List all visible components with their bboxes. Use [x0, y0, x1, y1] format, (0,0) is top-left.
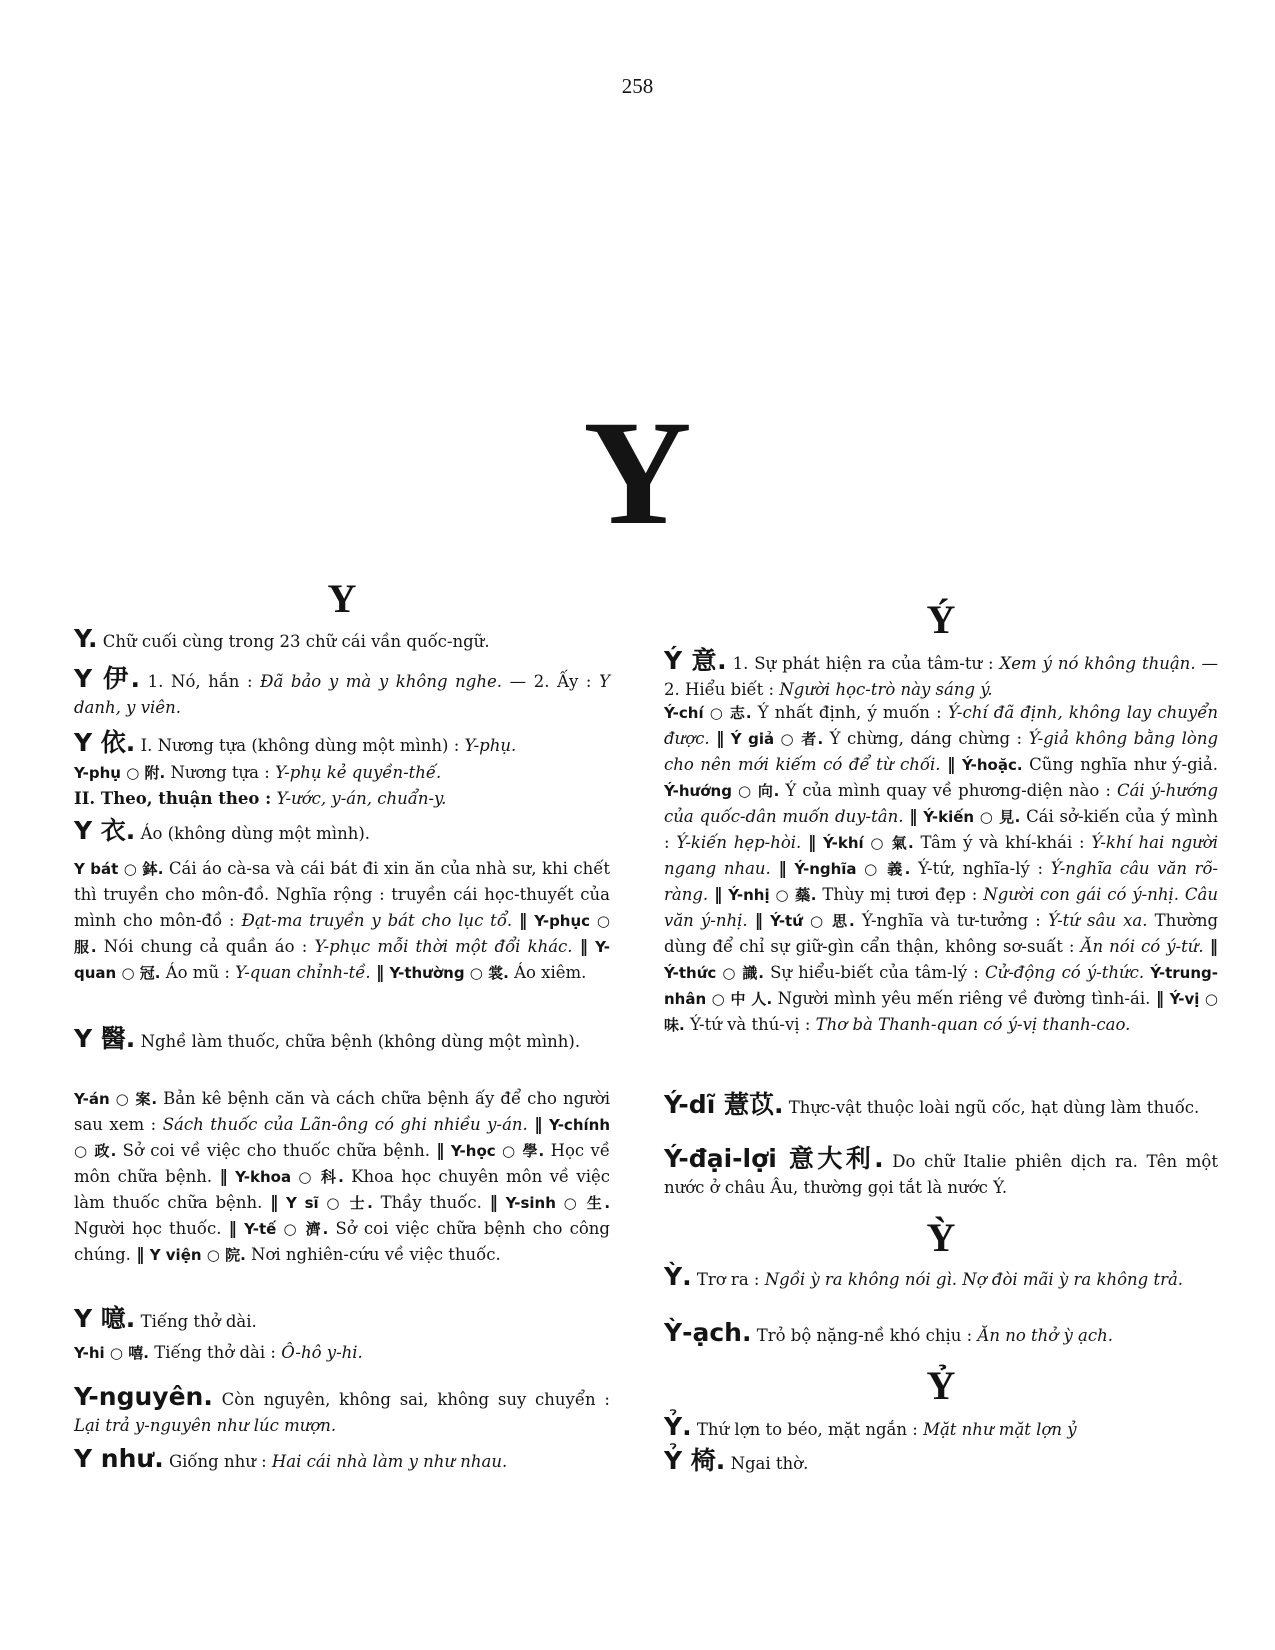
headword: Ý-hướng ○ 向.: [664, 782, 780, 800]
headword: Ý-tứ ○ 思.: [770, 912, 855, 930]
example: Ý-giả không bằng lòng cho nên mới kiếm có để từ chối.: [664, 729, 1219, 774]
example: Ý-kiến hẹp-hòi.: [676, 833, 802, 852]
example: Ý-tứ sâu xa.: [1048, 911, 1148, 930]
definition: Thực-vật thuộc loài ngũ cốc, hạt dùng làm thuốc.: [788, 1098, 1200, 1117]
definition: Tiếng thở dài :: [154, 1343, 276, 1362]
headword: Ý-trung-nhân ○ 中 人.: [664, 964, 1218, 1008]
definition: Thứ lợn to béo, mặt ngắn :: [696, 1420, 918, 1439]
page-number: 258: [621, 74, 654, 98]
example: Ô-hô y-hi.: [281, 1343, 363, 1362]
definition: Ý của mình quay về phương-diện nào :: [785, 781, 1111, 800]
headword: Ý-hoặc.: [961, 756, 1023, 774]
example: Ăn nói có ý-tứ.: [1080, 937, 1204, 956]
definition: Tiếng thở dài.: [140, 1312, 257, 1331]
example: Đạt-ma truyền y bát cho lục tổ.: [241, 911, 513, 930]
headword: Ý-kiến ○ 見.: [923, 808, 1021, 826]
example: Sách thuốc của Lãn-ông có ghi nhiều y-án.: [162, 1115, 528, 1134]
definition: Ý-tứ, nghĩa-lý :: [917, 859, 1044, 878]
entry-y-nhu: [74, 1446, 610, 1475]
definition: Sở coi việc chữa bệnh cho công chúng.: [74, 1219, 610, 1264]
definition: Nơi nghiên-cứu về việc thuốc.: [251, 1245, 501, 1264]
headword: Y-hi ○ 嘻.: [74, 1344, 149, 1362]
example: Đã bảo y mà y không nghe.: [260, 672, 502, 691]
entry-y-clothes: [74, 818, 610, 847]
headword: Y-thường ○ 裳.: [389, 964, 509, 982]
headword: Y-chính ○ 政.: [74, 1116, 610, 1160]
subentry-clothes-block: Y bát ○ 鉢. Cái áo cà-sa và cái bát đi xin ăn của nhà sư, khi chết thì truyền cho môn-đồ. Nghĩa rộng : truyền cái học-thuyết của mình cho môn-đồ : Đạt-ma truyền y bát cho lục tổ. ‖ Y-phục ○ 服. Nói chung cả quần áo : Y-phục mỗi thời một đổi khác. ‖ Y-quan ○ 冠. Áo mũ : Y-quan chỉnh-tề. ‖ Y-thường ○ 裳. Áo xiêm.: [74, 859, 611, 982]
headword: Ý-dĩ 薏苡.: [664, 1090, 784, 1119]
definition: Áo mũ :: [165, 963, 230, 982]
example: Ý-chí đã định, không lay chuyển được.: [664, 703, 1218, 748]
example: Y-phụ.: [464, 736, 517, 755]
headword: Y 衣.: [74, 816, 136, 845]
example: Y-phụ kẻ quyền-thế.: [275, 763, 442, 782]
definition: — 2. Ấy :: [509, 672, 592, 691]
headword: Ỷ.: [664, 1412, 692, 1441]
headword: Ý-chí ○ 志.: [664, 704, 752, 722]
headword: Y-án ○ 案.: [74, 1090, 158, 1108]
definition: Chữ cuối cùng trong 23 chữ cái vần quốc-ngữ.: [102, 632, 490, 651]
headword: Ý-vị ○ 味.: [664, 990, 1218, 1034]
definition: I. Nương tựa (không dùng một mình) :: [140, 736, 460, 755]
example: Thơ bà Thanh-quan có ý-vị thanh-cao.: [815, 1015, 1131, 1034]
example: Y danh, y viên.: [74, 672, 611, 717]
definition: Cái áo cà-sa và cái bát đi xin ăn của nhà sư, khi chết thì truyền cho môn-đồ. Nghĩa rộng : truyền cái học-thuyết của mình cho môn-đồ :: [74, 859, 610, 930]
definition: Nói chung cả quần áo :: [103, 937, 308, 956]
entry-y-medicine: [74, 1026, 610, 1055]
headword: Ý-nghĩa ○ 義.: [794, 860, 911, 878]
headword: Y-phụ ○ 附.: [74, 764, 166, 782]
example: Y-ước, y-án, chuẩn-y.: [276, 789, 447, 808]
headword: Y bát ○ 鉢.: [74, 860, 164, 878]
headword: Ý-thức ○ 識.: [664, 964, 764, 982]
headword: Y-học ○ 學.: [450, 1142, 545, 1160]
example: Ngồi ỳ ra không nói gì. Nợ đòi mãi ỳ ra không trả.: [764, 1270, 1184, 1289]
example: Y-quan chỉnh-tề.: [235, 963, 371, 982]
definition: II. Theo, thuận theo :: [74, 789, 272, 808]
headword: Ý-nhị ○ 蘂.: [728, 886, 817, 904]
entry-y-di: [664, 1092, 1218, 1121]
definition: Ý-tứ và thú-vị :: [689, 1015, 811, 1034]
definition: Trỏ bộ nặng-nề khó chịu :: [756, 1326, 973, 1345]
definition: 1. Sự phát hiện ra của tâm-tư :: [732, 654, 994, 673]
section-heading-y-hook: Ỷ: [926, 1363, 956, 1408]
entry-y-rely: [74, 730, 610, 759]
subentry-y-hi: [74, 1340, 610, 1366]
entry-y-sigh: [74, 1306, 610, 1335]
headword: Y như.: [74, 1444, 164, 1473]
example: Ý-nghĩa câu văn rõ-ràng.: [664, 859, 1218, 904]
entry-y-letter: [74, 626, 610, 655]
definition: Nương tựa :: [170, 763, 270, 782]
headword: Ý 意.: [664, 646, 727, 675]
definition: Ý-nghĩa và tư-tưởng :: [861, 911, 1041, 930]
entry-y-nguyen: [74, 1384, 610, 1439]
entry-y-hook-throne: [664, 1448, 1218, 1477]
headword: Y-khoa ○ 科.: [235, 1168, 344, 1186]
example: Ăn no thở ỳ ạch.: [977, 1326, 1113, 1345]
entry-y-y-nghi: [664, 648, 1218, 703]
example: Y-phục mỗi thời một đổi khác.: [314, 937, 573, 956]
headword: Y 依.: [74, 728, 136, 757]
definition: Sự hiểu-biết của tâm-lý :: [770, 963, 979, 982]
definition: Áo xiêm.: [514, 963, 587, 982]
headword: Y 醫.: [74, 1024, 136, 1053]
section-heading-y-acute: Ý: [926, 597, 956, 642]
headword: Y-quan ○ 冠.: [74, 938, 611, 982]
chapter-letter: Y: [583, 390, 692, 556]
headword: Y-tế ○ 濟.: [244, 1220, 329, 1238]
subentry-y-phu: [74, 760, 610, 786]
example: Cử-động có ý-thức.: [984, 963, 1145, 982]
definition: Học về môn chữa bệnh.: [74, 1141, 610, 1186]
headword: Ỳ-ạch.: [664, 1318, 752, 1347]
subentry-medicine-block: Y-án ○ 案. Bản kê bệnh căn và cách chữa bệnh ấy để cho người sau xem : Sách thuốc của Lãn-ông có ghi nhiều y-án. ‖ Y-chính ○ 政. Sở coi về việc cho thuốc chữa bệnh. ‖ Y-học ○ 學. Học về môn chữa bệnh. ‖ Y-khoa ○ 科. Khoa học chuyên môn về việc làm thuốc chữa bệnh. ‖ Y sĩ ○ 士. Thầy thuốc. ‖ Y-sinh ○ 生. Người học thuốc. ‖ Y-tế ○ 濟. Sở coi việc chữa bệnh cho công chúng. ‖ Y viện ○ 院. Nơi nghiên-cứu về việc thuốc.: [74, 1089, 611, 1264]
definition: Cái sở-kiến của ý mình :: [664, 807, 1219, 852]
entry-y-pronoun: [74, 666, 610, 721]
definition: Người mình yêu mến riêng về đường tình-ái.: [777, 989, 1151, 1008]
definition: Thường dùng để chỉ sự giữ-gìn cẩn thận, không sơ-suất :: [664, 911, 1219, 956]
definition: Sở coi về việc cho thuốc chữa bệnh.: [122, 1141, 430, 1160]
entry-y-ach: [664, 1320, 1218, 1349]
headword: Y sĩ ○ 士.: [286, 1194, 373, 1212]
headword: Y viện ○ 院.: [149, 1246, 246, 1264]
definition: Tâm ý và khí-khái :: [920, 833, 1085, 852]
subentry-y-theo: [74, 786, 610, 812]
entry-y-grave: [664, 1264, 1218, 1293]
headword: Y-phục ○ 服.: [74, 912, 611, 956]
example: Lại trả y-nguyên như lúc mượn.: [74, 1416, 337, 1435]
definition: Ngai thờ.: [730, 1454, 809, 1473]
headword: Y-sinh ○ 生.: [505, 1194, 611, 1212]
definition: Nghề làm thuốc, chữa bệnh (không dùng một mình).: [140, 1032, 581, 1051]
headword: Y-nguyên.: [74, 1382, 213, 1411]
definition: Trơ ra :: [696, 1270, 760, 1289]
entry-y-hook-pig: [664, 1414, 1218, 1443]
definition: Ý nhất định, ý muốn :: [757, 703, 942, 722]
entry-y-dai-loi: [664, 1146, 1218, 1201]
headword: Ý-khí ○ 氣.: [823, 834, 914, 852]
definition: Khoa học chuyên môn về việc làm thuốc chữa bệnh.: [74, 1167, 611, 1212]
definition: Thầy thuốc.: [380, 1193, 482, 1212]
subentry-y-y-block: Ý-chí ○ 志. Ý nhất định, ý muốn : Ý-chí đã định, không lay chuyển được. ‖ Ý giả ○ 者. Ý chừng, dáng chừng : Ý-giả không bằng lòng cho nên mới kiếm có để từ chối. ‖ Ý-hoặc. Cũng nghĩa như ý-giả. Ý-hướng ○ 向. Ý của mình quay về phương-diện nào : Cái ý-hướng của quốc-dân muốn duy-tân. ‖ Ý-kiến ○ 見. Cái sở-kiến của ý mình : Ý-kiến hẹp-hòi. ‖ Ý-khí ○ 氣. Tâm ý và khí-khái : Ý-khí hai người ngang nhau. ‖ Ý-nghĩa ○ 義. Ý-tứ, nghĩa-lý : Ý-nghĩa câu văn rõ-ràng. ‖ Ý-nhị ○ 蘂. Thùy mị tươi đẹp : Người con gái có ý-nhị. Câu văn ý-nhị. ‖ Ý-tứ ○ 思. Ý-nghĩa và tư-tưởng : Ý-tứ sâu xa. Thường dùng để chỉ sự giữ-gìn cẩn thận, không sơ-suất : Ăn nói có ý-tứ. ‖ Ý-thức ○ 識. Sự hiểu-biết của tâm-lý : Cử-động có ý-thức. Ý-trung-nhân ○ 中 人. Người mình yêu mến riêng về đường tình-ái. ‖ Ý-vị ○ 味. Ý-tứ và thú-vị : Thơ bà Thanh-quan có ý-vị thanh-cao.: [664, 703, 1219, 1034]
definition: — 2. Hiểu biết :: [664, 654, 1218, 699]
definition: Bản kê bệnh căn và cách chữa bệnh ấy để cho người sau xem :: [74, 1089, 610, 1134]
example: Ý-khí hai người ngang nhau.: [664, 833, 1219, 878]
definition: Người học thuốc.: [74, 1219, 222, 1238]
example: Cái ý-hướng của quốc-dân muốn duy-tân.: [664, 781, 1219, 826]
definition: Áo (không dùng một mình).: [140, 824, 371, 843]
headword: Y 伊.: [74, 664, 141, 693]
definition: Thùy mị tươi đẹp :: [822, 885, 978, 904]
definition: Cũng nghĩa như ý-giả.: [1029, 755, 1218, 774]
definition: Ý chừng, dáng chừng :: [829, 729, 1023, 748]
definition: Do chữ Italie phiên dịch ra. Tên một nước ở châu Âu, thường gọi tắt là nước Ý.: [664, 1152, 1218, 1197]
headword: Y.: [74, 624, 98, 653]
headword: Ý-đại-lợi 意大利.: [664, 1144, 884, 1173]
headword: Ý giả ○ 者.: [730, 730, 824, 748]
example: Người học-trò này sáng ý.: [779, 680, 993, 699]
definition: Còn nguyên, không sai, không suy chuyển :: [221, 1390, 610, 1409]
section-heading-y-grave: Ỳ: [926, 1215, 956, 1260]
definition: Giống như :: [168, 1452, 267, 1471]
example: Mặt như mặt lợn ỷ: [923, 1420, 1077, 1439]
example: Hai cái nhà làm y như nhau.: [271, 1452, 508, 1471]
example: Người con gái có ý-nhị. Câu văn ý-nhị.: [664, 885, 1219, 930]
example: Xem ý nó không thuận.: [999, 654, 1196, 673]
headword: Ỳ.: [664, 1262, 692, 1291]
headword: Ỷ 椅.: [664, 1446, 726, 1475]
definition: 1. Nó, hắn :: [147, 672, 253, 691]
headword: Y 噫.: [74, 1304, 136, 1333]
section-heading-y: Y: [327, 576, 357, 621]
